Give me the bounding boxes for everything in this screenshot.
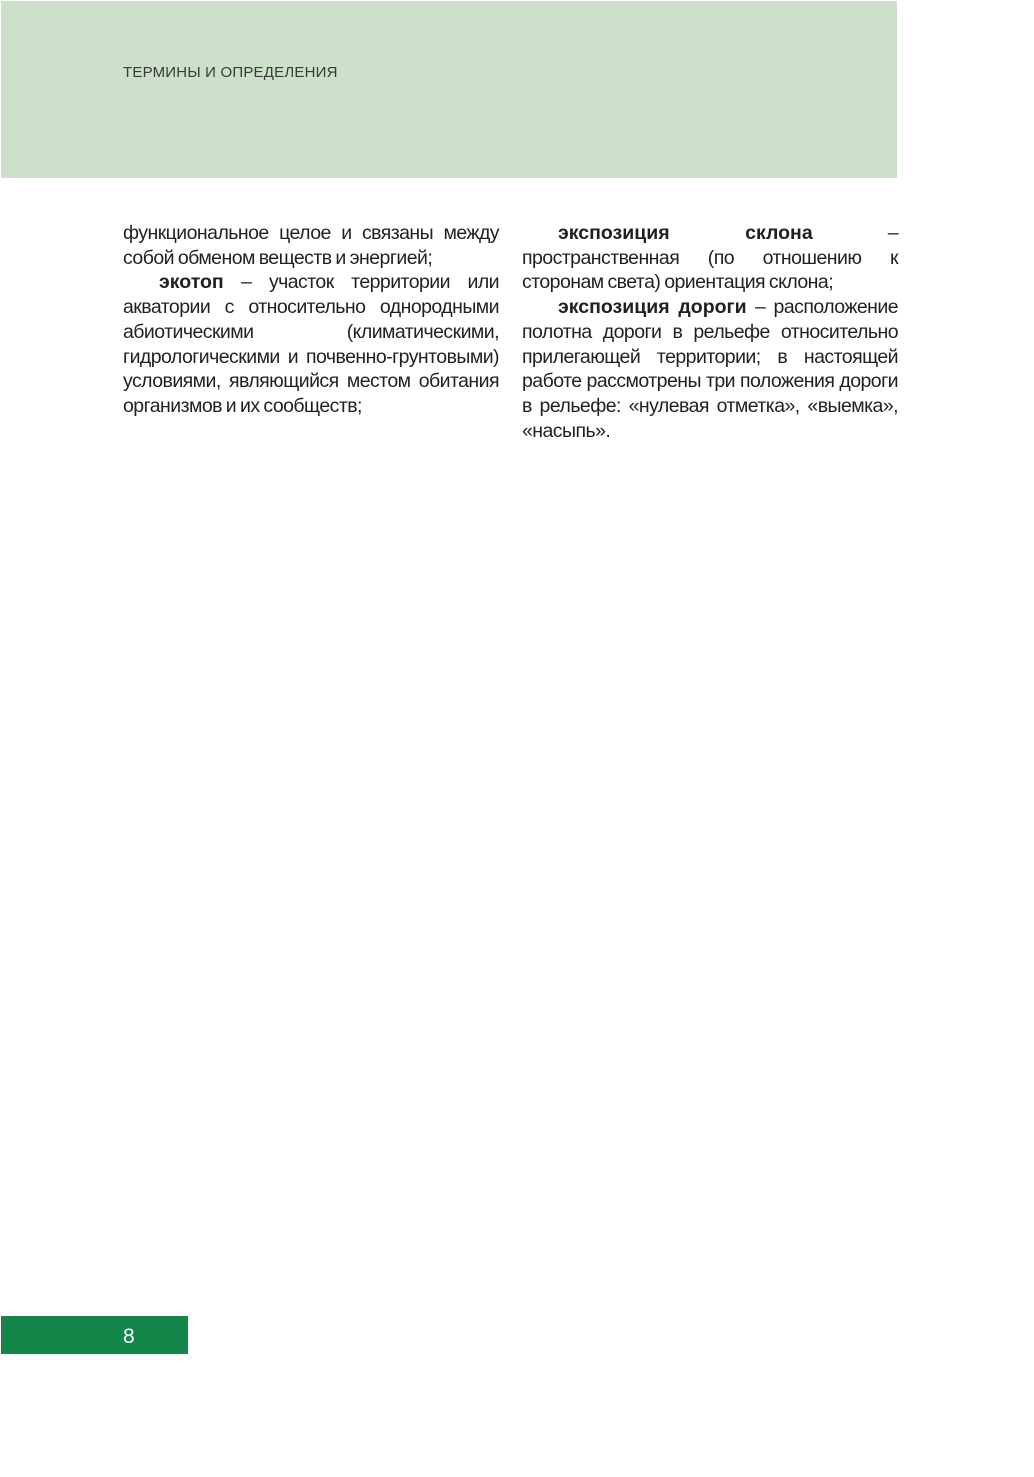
definition-entry — [522, 295, 898, 443]
term: экотоп — [159, 271, 224, 294]
left-column — [123, 221, 499, 419]
definition-entry — [123, 270, 499, 418]
header-band — [1, 1, 897, 178]
running-title: ТЕРМИНЫ И ОПРЕДЕЛЕНИЯ — [123, 64, 338, 81]
term: экспозиция дороги — [558, 296, 747, 319]
page-number: 8 — [123, 1325, 135, 1348]
continuation-paragraph: функциональное целое и связаны между собой обменом веществ и энергией; — [123, 222, 499, 269]
term: экспозиция склона — [558, 222, 813, 244]
definition-text: – участок территории или акватории с относительно однородными абиотическими (климатическими, гидрологическими и почвенно-грунтовыми) условиями, являющийся местом обитания организмов и их сообществ; — [123, 271, 499, 417]
definition-text: – пространственная (по отношению к сторонам света) ориентация склона; — [522, 222, 898, 294]
definition-entry — [522, 221, 898, 295]
right-column — [522, 221, 898, 443]
page-number-band — [1, 1316, 188, 1354]
definition-text: – расположение полотна дороги в рельефе относительно прилегающей территории; в настоящей работе рассмотрены три положения дороги в рельефе: «нулевая отметка», «выемка», «насыпь». — [522, 296, 898, 442]
